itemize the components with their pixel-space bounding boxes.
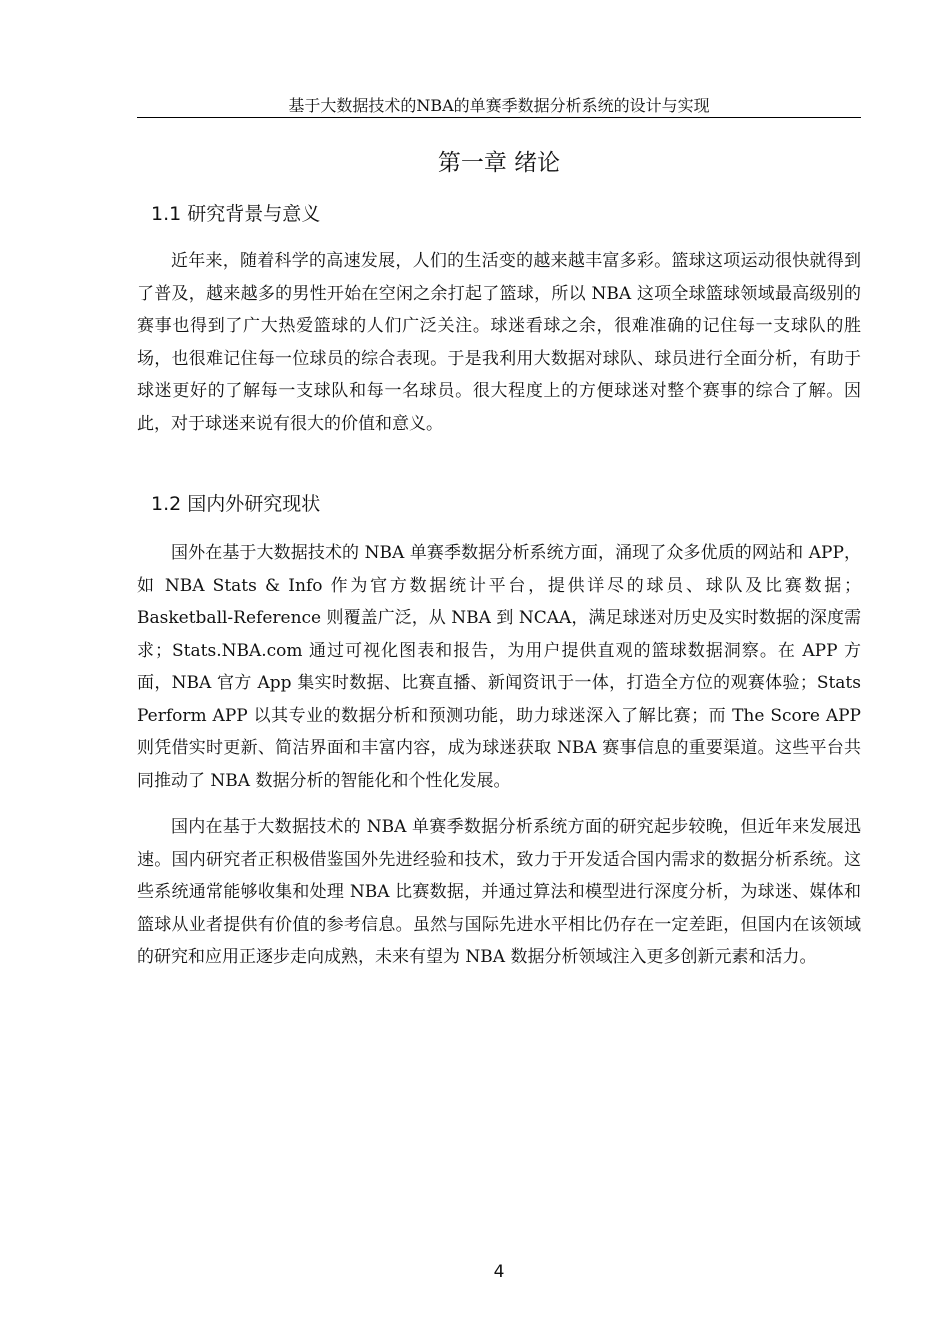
page-number: 4 [493, 1262, 505, 1282]
paragraph-foreign-research: 国外在基于大数据技术的 NBA 单赛季数据分析系统方面，涌现了众多优质的网站和 APP，如 NBA Stats & Info 作为官方数据统计平台，提供详尽的球员、球队及比赛数据；Basketball-Reference 则覆盖广泛，从 NBA 到 NCAA，满足球迷对历史及实时数据的深度需求；Stats.NBA.com 通过可视化图表和报告，为用户提供直观的篮球数据洞察。在 APP 方面，NBA 官方 App 集实时数据、比赛直播、新闻资讯于一体，打造全方位的观赛体验；Stats Perform APP 以其专业的数据分析和预测功能，助力球迷深入了解比赛；而 The Score APP 则凭借实时更新、简洁界面和丰富内容，成为球迷获取 NBA 赛事信息的重要渠道。这些平台共同推动了 NBA 数据分析的智能化和个性化发展。 [137, 543, 861, 791]
paragraph-background: 近年来，随着科学的高速发展，人们的生活变的越来越丰富多彩。篮球这项运动很快就得到了普及，越来越多的男性开始在空闲之余打起了篮球，所以 NBA 这项全球篮球领域最高级别的赛事也得到了广大热爱篮球的人们广泛关注。球迷看球之余，很难准确的记住每一支球队的胜场，也很难记住每一位球员的综合表现。于是我利用大数据对球队、球员进行全面分析，有助于球迷更好的了解每一支球队和每一名球员。很大程度上的方便球迷对整个赛事的综合了解。因此，对于球迷来说有很大的价值和意义。 [137, 251, 861, 434]
section-heading-1-1: 1.1 研究背景与意义 [151, 203, 321, 225]
chapter-title: 第一章 绪论 [437, 150, 561, 176]
running-header: 基于大数据技术的NBA的单赛季数据分析系统的设计与实现 [288, 96, 710, 115]
paragraph-domestic-research: 国内在基于大数据技术的 NBA 单赛季数据分析系统方面的研究起步较晚，但近年来发展迅速。国内研究者正积极借鉴国外先进经验和技术，致力于开发适合国内需求的数据分析系统。这些系统通常能够收集和处理 NBA 比赛数据，并通过算法和模型进行深度分析，为球迷、媒体和篮球从业者提供有价值的参考信息。虽然与国际先进水平相比仍存在一定差距，但国内在该领域的研究和应用正逐步走向成熟，未来有望为 NBA 数据分析领域注入更多创新元素和活力。 [137, 817, 861, 967]
header-rule [137, 117, 861, 118]
section-heading-1-2: 1.2 国内外研究现状 [151, 493, 321, 515]
